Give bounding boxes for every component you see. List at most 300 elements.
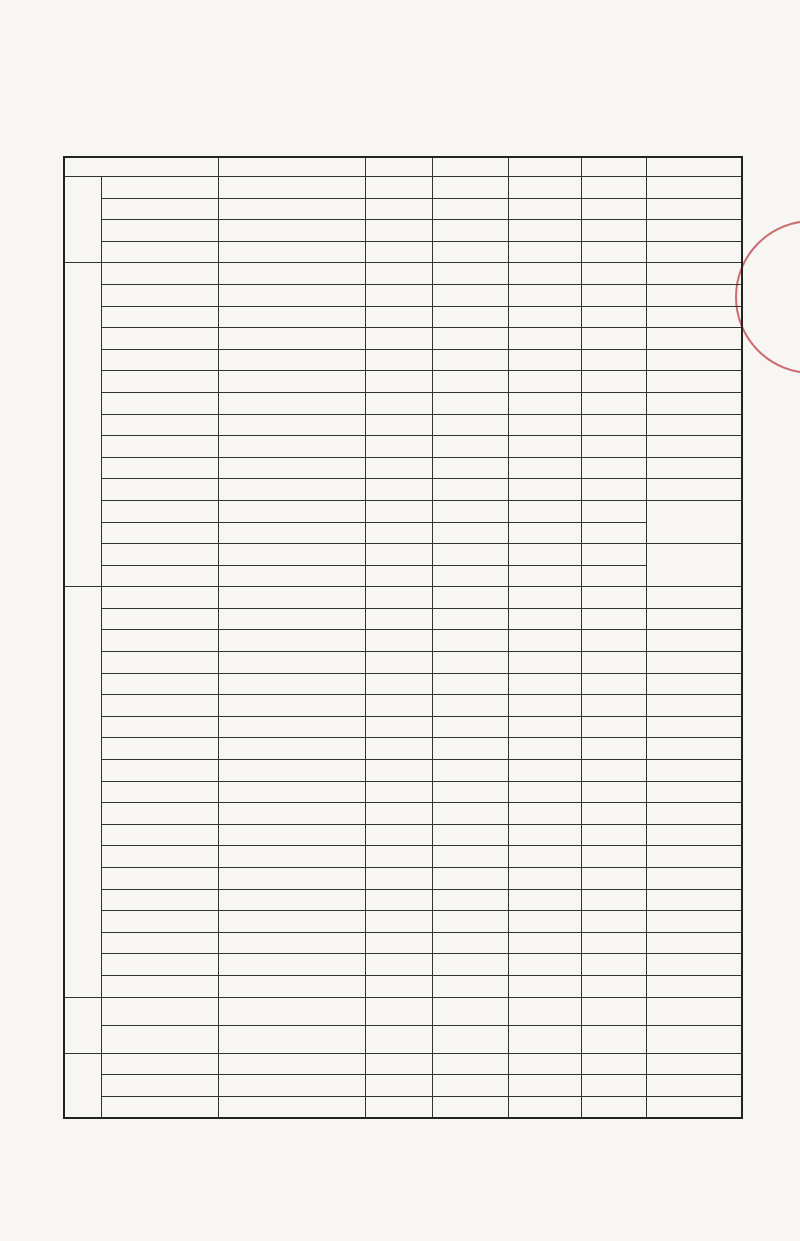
test-method — [218, 177, 365, 199]
item-name — [101, 198, 218, 220]
verdict — [581, 716, 646, 738]
unit — [508, 846, 581, 868]
verdict — [581, 479, 646, 501]
note — [646, 975, 742, 997]
test-method — [218, 198, 365, 220]
item-name — [101, 436, 218, 458]
test-result — [365, 975, 432, 997]
test-method — [218, 781, 365, 803]
unit — [508, 716, 581, 738]
table-row — [64, 436, 742, 458]
limit-value — [432, 716, 508, 738]
unit — [508, 371, 581, 393]
test-result — [365, 457, 432, 479]
unit — [508, 1075, 581, 1097]
item-name — [101, 911, 218, 933]
table-row — [64, 911, 742, 933]
table-row — [64, 868, 742, 890]
item-name — [101, 608, 218, 630]
note — [646, 544, 742, 587]
test-method — [218, 457, 365, 479]
test-method — [218, 306, 365, 328]
test-result — [365, 997, 432, 1025]
verdict — [581, 198, 646, 220]
table-row — [64, 608, 742, 630]
table-header-row — [64, 157, 742, 177]
unit — [508, 522, 581, 544]
table-body — [64, 177, 742, 1118]
test-result — [365, 868, 432, 890]
table-row — [64, 824, 742, 846]
table-row — [64, 371, 742, 393]
item-name — [101, 695, 218, 717]
category-label — [64, 587, 101, 997]
item-name — [101, 630, 218, 652]
note — [646, 932, 742, 954]
note — [646, 846, 742, 868]
verdict — [581, 975, 646, 997]
item-name — [101, 824, 218, 846]
limit-value — [432, 371, 508, 393]
verdict — [581, 997, 646, 1025]
verdict — [581, 608, 646, 630]
table-row — [64, 544, 742, 566]
test-method — [218, 565, 365, 587]
verdict — [581, 652, 646, 674]
item-name — [101, 673, 218, 695]
limit-value — [432, 284, 508, 306]
verdict — [581, 220, 646, 242]
note — [646, 608, 742, 630]
test-method — [218, 500, 365, 522]
test-result — [365, 1075, 432, 1097]
test-result — [365, 695, 432, 717]
test-result — [365, 630, 432, 652]
column-header-method — [218, 157, 365, 177]
test-result — [365, 954, 432, 976]
test-method — [218, 716, 365, 738]
note — [646, 371, 742, 393]
note — [646, 263, 742, 285]
note — [646, 781, 742, 803]
item-name — [101, 781, 218, 803]
unit — [508, 500, 581, 522]
test-result — [365, 414, 432, 436]
note — [646, 997, 742, 1025]
item-name — [101, 544, 218, 566]
item-name — [101, 716, 218, 738]
table-row — [64, 500, 742, 522]
limit-value — [432, 781, 508, 803]
limit-value — [432, 220, 508, 242]
test-result — [365, 911, 432, 933]
limit-value — [432, 1053, 508, 1075]
limit-value — [432, 932, 508, 954]
test-method — [218, 652, 365, 674]
verdict — [581, 954, 646, 976]
test-result — [365, 673, 432, 695]
test-result — [365, 565, 432, 587]
item-name — [101, 932, 218, 954]
item-name — [101, 371, 218, 393]
test-method — [218, 932, 365, 954]
limit-value — [432, 889, 508, 911]
test-result — [365, 587, 432, 609]
note — [646, 716, 742, 738]
test-method — [218, 1096, 365, 1118]
limit-value — [432, 349, 508, 371]
verdict — [581, 349, 646, 371]
item-name — [101, 328, 218, 350]
note — [646, 414, 742, 436]
test-method — [218, 479, 365, 501]
verdict — [581, 371, 646, 393]
limit-value — [432, 500, 508, 522]
item-name — [101, 889, 218, 911]
unit — [508, 544, 581, 566]
item-name — [101, 500, 218, 522]
test-result — [365, 371, 432, 393]
test-method — [218, 371, 365, 393]
unit — [508, 328, 581, 350]
test-method — [218, 1075, 365, 1097]
unit — [508, 565, 581, 587]
item-name — [101, 738, 218, 760]
item-name — [101, 954, 218, 976]
test-result — [365, 284, 432, 306]
test-method — [218, 975, 365, 997]
verdict — [581, 695, 646, 717]
verdict — [581, 328, 646, 350]
item-name — [101, 1053, 218, 1075]
test-method — [218, 846, 365, 868]
test-method — [218, 522, 365, 544]
verdict — [581, 868, 646, 890]
verdict — [581, 1096, 646, 1118]
table-row — [64, 889, 742, 911]
note — [646, 284, 742, 306]
limit-value — [432, 738, 508, 760]
unit — [508, 673, 581, 695]
item-name — [101, 846, 218, 868]
note — [646, 868, 742, 890]
table-row — [64, 652, 742, 674]
test-result — [365, 263, 432, 285]
verdict — [581, 263, 646, 285]
table-row — [64, 328, 742, 350]
category-label — [64, 1053, 101, 1118]
verdict — [581, 1025, 646, 1053]
table-row — [64, 306, 742, 328]
unit — [508, 824, 581, 846]
test-method — [218, 673, 365, 695]
item-name — [101, 1075, 218, 1097]
note — [646, 1096, 742, 1118]
note — [646, 630, 742, 652]
note — [646, 1075, 742, 1097]
unit — [508, 975, 581, 997]
item-name — [101, 479, 218, 501]
note — [646, 198, 742, 220]
test-method — [218, 436, 365, 458]
test-result — [365, 716, 432, 738]
red-seal-stamp — [735, 220, 800, 374]
verdict — [581, 565, 646, 587]
unit — [508, 738, 581, 760]
item-name — [101, 220, 218, 242]
item-name — [101, 1025, 218, 1053]
test-method — [218, 1053, 365, 1075]
test-result — [365, 328, 432, 350]
limit-value — [432, 630, 508, 652]
note — [646, 1025, 742, 1053]
test-method — [218, 954, 365, 976]
unit — [508, 608, 581, 630]
note — [646, 803, 742, 825]
test-method — [218, 220, 365, 242]
note — [646, 954, 742, 976]
column-header-note — [646, 157, 742, 177]
unit — [508, 954, 581, 976]
item-name — [101, 306, 218, 328]
note — [646, 673, 742, 695]
table-row — [64, 177, 742, 199]
limit-value — [432, 544, 508, 566]
unit — [508, 457, 581, 479]
note — [646, 479, 742, 501]
note — [646, 652, 742, 674]
table-row — [64, 284, 742, 306]
test-result — [365, 738, 432, 760]
limit-value — [432, 911, 508, 933]
unit — [508, 241, 581, 263]
test-result — [365, 306, 432, 328]
test-result — [365, 392, 432, 414]
item-name — [101, 284, 218, 306]
unit — [508, 868, 581, 890]
test-method — [218, 349, 365, 371]
table-row — [64, 997, 742, 1025]
note — [646, 328, 742, 350]
item-name — [101, 349, 218, 371]
limit-value — [432, 414, 508, 436]
test-method — [218, 1025, 365, 1053]
note — [646, 392, 742, 414]
note — [646, 349, 742, 371]
item-name — [101, 241, 218, 263]
verdict — [581, 846, 646, 868]
verdict — [581, 306, 646, 328]
test-result — [365, 500, 432, 522]
note — [646, 824, 742, 846]
unit — [508, 932, 581, 954]
verdict — [581, 500, 646, 522]
limit-value — [432, 695, 508, 717]
test-result — [365, 932, 432, 954]
test-method — [218, 911, 365, 933]
test-result — [365, 608, 432, 630]
column-header-item — [64, 157, 218, 177]
verdict — [581, 587, 646, 609]
item-name — [101, 997, 218, 1025]
note — [646, 457, 742, 479]
table-row — [64, 414, 742, 436]
category-label — [64, 263, 101, 587]
table-row — [64, 457, 742, 479]
limit-value — [432, 652, 508, 674]
unit — [508, 889, 581, 911]
note — [646, 306, 742, 328]
category-label — [64, 997, 101, 1053]
limit-value — [432, 1025, 508, 1053]
verdict — [581, 414, 646, 436]
test-results-table — [63, 156, 743, 1119]
table-row — [64, 954, 742, 976]
item-name — [101, 522, 218, 544]
unit — [508, 781, 581, 803]
unit — [508, 436, 581, 458]
note — [646, 738, 742, 760]
test-result — [365, 846, 432, 868]
item-name — [101, 457, 218, 479]
verdict — [581, 760, 646, 782]
test-result — [365, 241, 432, 263]
test-method — [218, 630, 365, 652]
test-result — [365, 760, 432, 782]
note — [646, 436, 742, 458]
verdict — [581, 1075, 646, 1097]
unit — [508, 1025, 581, 1053]
unit — [508, 220, 581, 242]
note — [646, 500, 742, 543]
test-method — [218, 997, 365, 1025]
unit — [508, 414, 581, 436]
verdict — [581, 803, 646, 825]
test-method — [218, 868, 365, 890]
test-method — [218, 284, 365, 306]
test-result — [365, 436, 432, 458]
test-result — [365, 220, 432, 242]
unit — [508, 392, 581, 414]
unit — [508, 803, 581, 825]
test-result — [365, 1096, 432, 1118]
test-method — [218, 392, 365, 414]
test-method — [218, 544, 365, 566]
verdict — [581, 824, 646, 846]
table-row — [64, 695, 742, 717]
item-name — [101, 975, 218, 997]
table-row — [64, 760, 742, 782]
column-header-limit — [432, 157, 508, 177]
test-result — [365, 824, 432, 846]
verdict — [581, 932, 646, 954]
note — [646, 1053, 742, 1075]
unit — [508, 198, 581, 220]
limit-value — [432, 457, 508, 479]
verdict — [581, 177, 646, 199]
verdict — [581, 457, 646, 479]
limit-value — [432, 565, 508, 587]
unit — [508, 1096, 581, 1118]
unit — [508, 306, 581, 328]
verdict — [581, 630, 646, 652]
table-row — [64, 522, 742, 544]
test-method — [218, 695, 365, 717]
note — [646, 177, 742, 199]
table-row — [64, 975, 742, 997]
unit — [508, 263, 581, 285]
unit — [508, 479, 581, 501]
column-header-result — [365, 157, 432, 177]
limit-value — [432, 673, 508, 695]
limit-value — [432, 328, 508, 350]
limit-value — [432, 997, 508, 1025]
unit — [508, 760, 581, 782]
limit-value — [432, 436, 508, 458]
test-method — [218, 263, 365, 285]
item-name — [101, 565, 218, 587]
test-result — [365, 522, 432, 544]
item-name — [101, 760, 218, 782]
test-result — [365, 1025, 432, 1053]
unit — [508, 284, 581, 306]
limit-value — [432, 975, 508, 997]
note — [646, 695, 742, 717]
table-row — [64, 587, 742, 609]
test-result — [365, 544, 432, 566]
table-row — [64, 392, 742, 414]
verdict — [581, 781, 646, 803]
limit-value — [432, 1096, 508, 1118]
test-method — [218, 328, 365, 350]
limit-value — [432, 587, 508, 609]
test-result — [365, 781, 432, 803]
item-name — [101, 392, 218, 414]
verdict — [581, 392, 646, 414]
table-row — [64, 241, 742, 263]
limit-value — [432, 824, 508, 846]
limit-value — [432, 263, 508, 285]
item-name — [101, 1096, 218, 1118]
verdict — [581, 522, 646, 544]
table-row — [64, 630, 742, 652]
verdict — [581, 1053, 646, 1075]
table-row — [64, 220, 742, 242]
test-method — [218, 824, 365, 846]
table-row — [64, 198, 742, 220]
note — [646, 587, 742, 609]
table-row — [64, 846, 742, 868]
table-row — [64, 1025, 742, 1053]
table-row — [64, 803, 742, 825]
test-result — [365, 177, 432, 199]
column-header-verdict — [581, 157, 646, 177]
limit-value — [432, 241, 508, 263]
table-row — [64, 1075, 742, 1097]
limit-value — [432, 198, 508, 220]
limit-value — [432, 522, 508, 544]
verdict — [581, 544, 646, 566]
category-label — [64, 177, 101, 263]
limit-value — [432, 760, 508, 782]
verdict — [581, 889, 646, 911]
limit-value — [432, 177, 508, 199]
table-row — [64, 932, 742, 954]
test-method — [218, 587, 365, 609]
test-result — [365, 198, 432, 220]
unit — [508, 1053, 581, 1075]
limit-value — [432, 306, 508, 328]
